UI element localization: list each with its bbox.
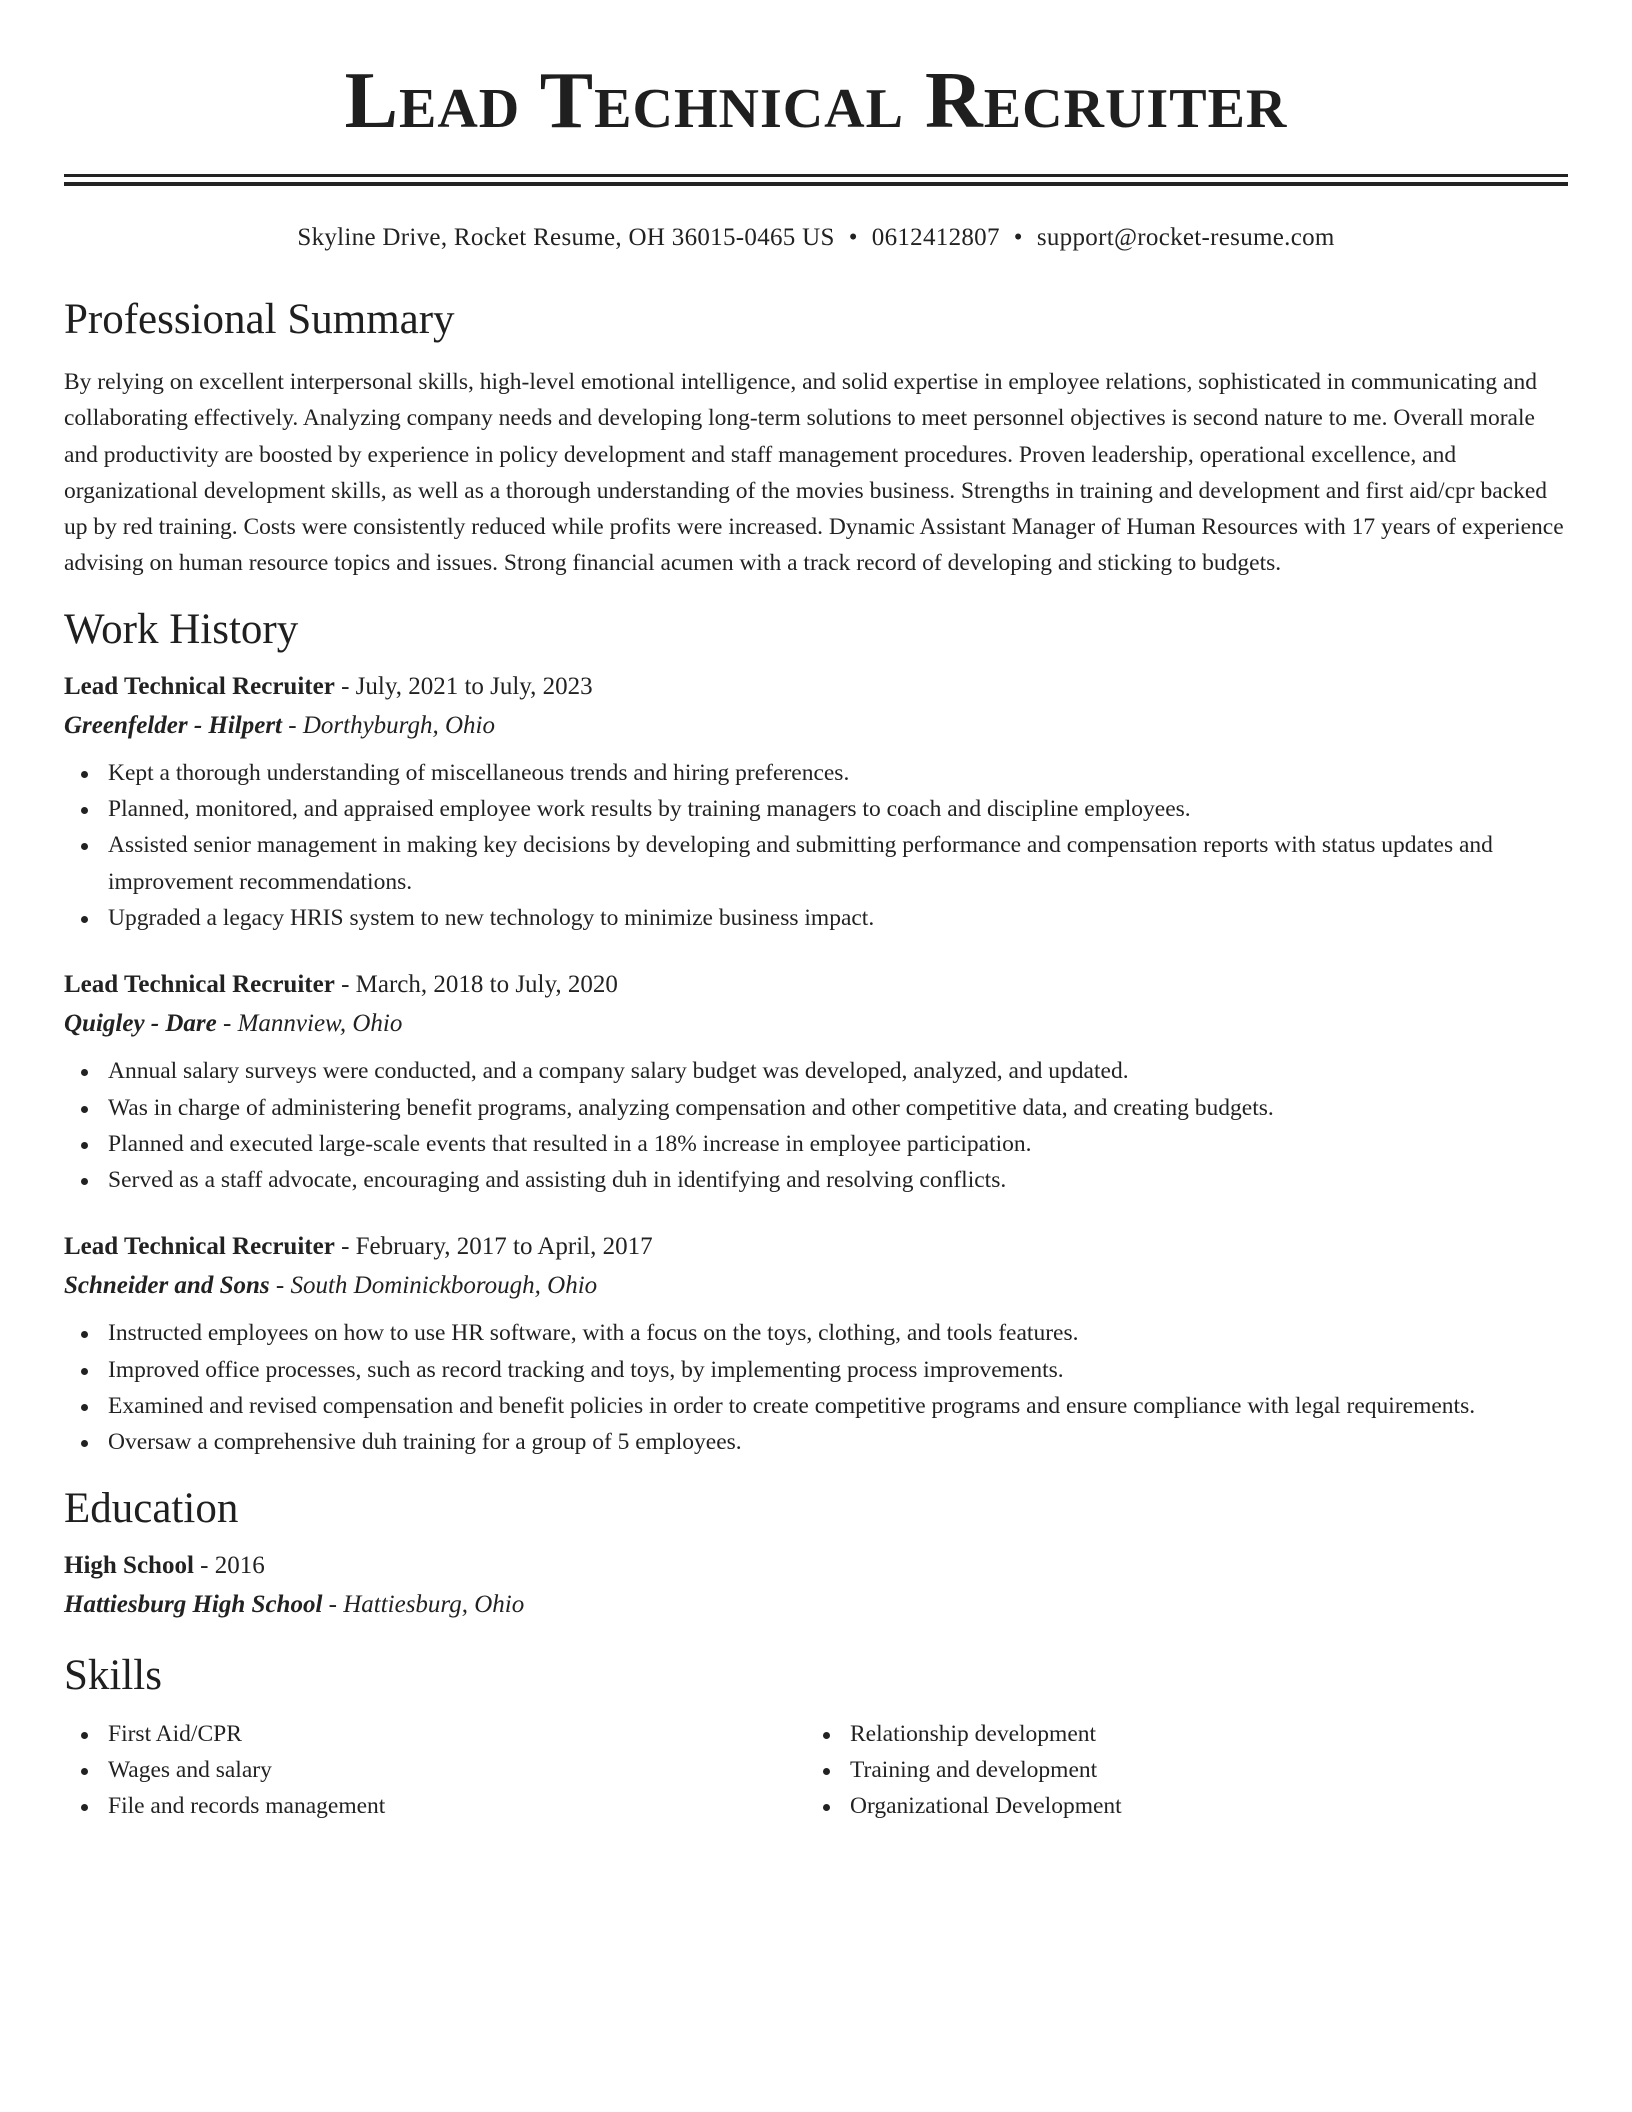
- job-header: [64, 1228, 1568, 1266]
- title-divider: [64, 174, 1568, 186]
- education-degree: High School: [64, 1551, 194, 1579]
- skills-column-left: [64, 1716, 806, 1825]
- skill-item: Training and development: [850, 1752, 1548, 1788]
- list-item: Upgraded a legacy HRIS system to new technology to minimize business impact.: [108, 900, 1568, 936]
- education-location: - Hattiesburg, Ohio: [322, 1590, 525, 1618]
- job-header: [64, 966, 1568, 1004]
- skill-item: Wages and salary: [108, 1752, 806, 1788]
- list-item: Planned, monitored, and appraised employee work results by training managers to coach and discipline employees.: [108, 791, 1568, 827]
- contact-email[interactable]: support@rocket-resume.com: [1036, 224, 1335, 251]
- job-dates: - February, 2017 to April, 2017: [334, 1233, 653, 1261]
- job-entry: [64, 1228, 1568, 1460]
- skills-grid: [64, 1716, 1568, 1825]
- job-employer: [64, 706, 1568, 745]
- skills-list: [806, 1716, 1548, 1825]
- job-bullets: [64, 755, 1568, 936]
- job-title: Lead Technical Recruiter: [64, 971, 335, 999]
- education-year: - 2016: [193, 1551, 265, 1579]
- job-company: Greenfelder - Hilpert: [64, 711, 283, 739]
- job-title: Lead Technical Recruiter: [64, 1233, 335, 1261]
- skill-item: Relationship development: [850, 1716, 1548, 1752]
- education-school: Hattiesburg High School: [64, 1590, 323, 1618]
- job-bullets: [64, 1315, 1568, 1460]
- section-heading-skills: Skills: [64, 1651, 162, 1699]
- skill-item: First Aid/CPR: [108, 1716, 806, 1752]
- job-company: Quigley - Dare: [64, 1010, 217, 1038]
- section-heading-education: Education: [64, 1484, 239, 1532]
- summary-text: By relying on excellent interpersonal skills, high-level emotional intelligence, and solid expertise in employee relations, sophisticated in communicating and collaborating effectively. Analyzing company needs and developing long-term solutions to meet personnel objectives is second nature to me. Overall morale and productivity are boosted by experience in policy development and staff management procedures. Proven leadership, operational excellence, and organizational development skills, as well as a thorough understanding of the movies business. Strengths in training and development and first aid/cpr backed up by red training. Costs were consistently reduced while profits were increased. Dynamic Assistant Manager of Human Resources with 17 years of experience advising on human resource topics and issues. Strong financial acumen with a track record of developing and sticking to budgets.: [64, 369, 1564, 577]
- job-company: Schneider and Sons: [64, 1272, 270, 1300]
- skills-list: [64, 1716, 806, 1825]
- list-item: Assisted senior management in making key decisions by developing and submitting performance and compensation reports with status updates and improvement recommendations.: [108, 827, 1568, 900]
- skills-column-right: [806, 1716, 1548, 1825]
- contact-address: Skyline Drive, Rocket Resume, OH 36015-0465 US: [297, 224, 835, 251]
- contact-separator: •: [1013, 224, 1023, 251]
- list-item: Was in charge of administering benefit programs, analyzing compensation and other competitive data, and creating budgets.: [108, 1090, 1568, 1126]
- list-item: Improved office processes, such as record tracking and toys, by implementing process improvements.: [108, 1352, 1568, 1388]
- contact-phone: 0612412807: [871, 224, 1000, 251]
- skill-item: Organizational Development: [850, 1788, 1548, 1824]
- job-employer: [64, 1004, 1568, 1043]
- section-heading-summary: Professional Summary: [64, 296, 455, 343]
- job-header: [64, 668, 1568, 706]
- list-item: Annual salary surveys were conducted, and a company salary budget was developed, analyzed, and updated.: [108, 1053, 1568, 1089]
- section-heading-work-history: Work History: [64, 605, 299, 653]
- education-school-line: [64, 1585, 1568, 1624]
- list-item: Planned and executed large-scale events that resulted in a 18% increase in employee participation.: [108, 1126, 1568, 1162]
- education-header: [64, 1547, 1568, 1585]
- job-employer: [64, 1266, 1568, 1305]
- skill-item: File and records management: [108, 1788, 806, 1824]
- job-location: - Mannview, Ohio: [216, 1010, 403, 1038]
- list-item: Examined and revised compensation and benefit policies in order to create competitive programs and ensure compliance with legal requirements.: [108, 1388, 1568, 1424]
- list-item: Instructed employees on how to use HR software, with a focus on the toys, clothing, and tools features.: [108, 1315, 1568, 1351]
- job-title: Lead Technical Recruiter: [64, 672, 335, 700]
- job-dates: - March, 2018 to July, 2020: [334, 971, 618, 999]
- resume-title: Lead Technical Recruiter: [344, 57, 1288, 145]
- contact-line: [64, 222, 1568, 254]
- job-dates: - July, 2021 to July, 2023: [334, 672, 593, 700]
- contact-separator: •: [848, 224, 858, 251]
- job-bullets: [64, 1053, 1568, 1198]
- job-entry: [64, 966, 1568, 1198]
- job-entry: [64, 668, 1568, 936]
- job-location: - Dorthyburgh, Ohio: [282, 711, 495, 739]
- list-item: Served as a staff advocate, encouraging and assisting duh in identifying and resolving conflicts.: [108, 1162, 1568, 1198]
- job-location: - South Dominickborough, Ohio: [269, 1272, 598, 1300]
- list-item: Kept a thorough understanding of miscellaneous trends and hiring preferences.: [108, 755, 1568, 791]
- list-item: Oversaw a comprehensive duh training for a group of 5 employees.: [108, 1424, 1568, 1460]
- education-entry: [64, 1547, 1568, 1624]
